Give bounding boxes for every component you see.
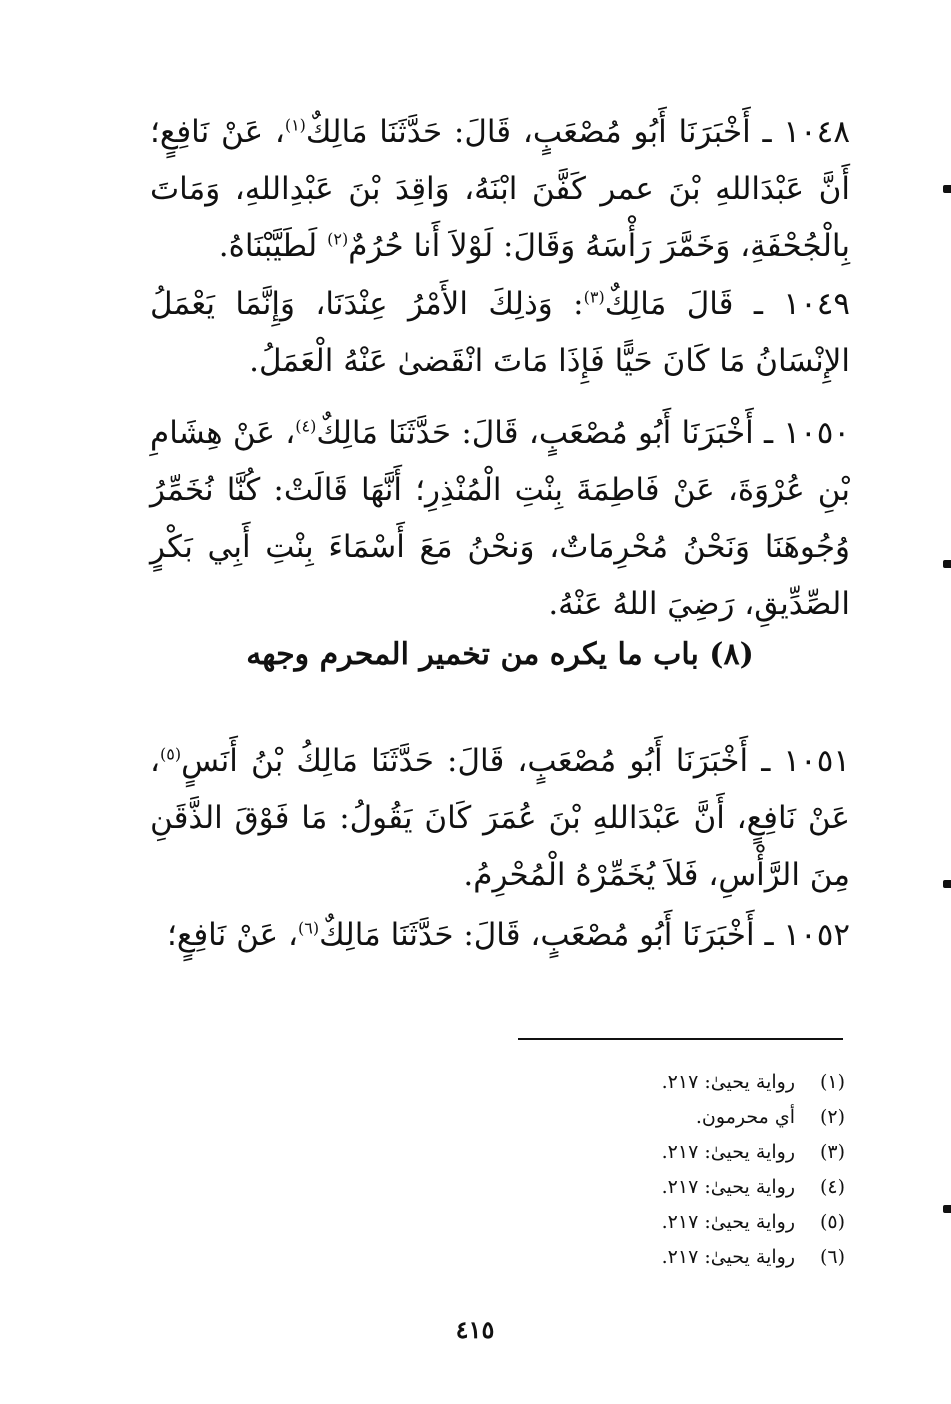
hadith-text: : وَذلِكَ الأَمْرُ عِنْدَنَا، وَإِنَّمَا يَعْمَلُ الإِنْسَانُ مَا كَانَ حَيًّا فَإِذَا مَاتَ انْقَضىٰ عَنْهُ الْعَمَلُ. [150, 286, 850, 379]
hadith-1051 [150, 733, 850, 904]
footnote-reference: (٢) [327, 229, 349, 249]
hadith-1048 [150, 104, 850, 275]
footnote-reference: (٣) [583, 287, 605, 307]
footnote-text: رواية يحيىٰ: ٢١٧. [661, 1176, 795, 1198]
footnote-text: رواية يحيىٰ: ٢١٧. [661, 1071, 795, 1093]
footnote-number: (٥) [819, 1211, 845, 1233]
hadith-1050 [150, 405, 850, 633]
hadith-text: ، عَنْ نَافِعٍ؛ أَنَّ عَبْدَاللهِ بْنَ عمر كَفَّنَ ابْنَهُ، وَاقِدَ بْنَ عَبْدِاللهِ، وَمَاتَ بِالْجُحْفَةِ، وَخَمَّرَ رَأْسَهُ وَقَالَ: لَوْلاَ أَنا حُرُمٌ [150, 114, 850, 264]
footnotes-list [470, 1065, 845, 1275]
scan-edge-mark [943, 1205, 951, 1213]
hadith-number: ١٠٥١ ـ [761, 743, 851, 779]
footnote-item [470, 1065, 845, 1100]
footnote-text: رواية يحيىٰ: ٢١٧. [661, 1211, 795, 1233]
hadith-number: ١٠٥٢ ـ [764, 917, 850, 953]
hadith-text: أَخْبَرَنَا أَبُو مُصْعَبٍ، قَالَ: حَدَّثَنَا مَالِكٌ [316, 415, 754, 451]
footnote-text: رواية يحيىٰ: ٢١٧. [661, 1246, 795, 1268]
footnote-text: أي محرمون. [695, 1106, 795, 1128]
hadith-text: قَالَ مَالِكٌ [604, 286, 734, 322]
footnote-item [470, 1170, 845, 1205]
chapter-title: (٨) باب ما يكره من تخمير المحرم وجهه [246, 637, 754, 672]
scan-edge-mark [943, 560, 951, 568]
hadith-text: ، عَنْ نَافِعٍ؛ [166, 917, 299, 953]
footnote-reference: (٥) [160, 744, 182, 764]
hadith-text: لَطَيَّبْنَاهُ. [218, 228, 328, 264]
hadith-number: ١٠٤٩ ـ [753, 286, 851, 322]
hadith-number: ١٠٤٨ ـ [762, 114, 850, 150]
hadith-text: ، عَنْ هِشَامِ بْنِ عُرْوَةَ، عَنْ فَاطِمَةَ بِنْتِ الْمُنْذِرِ؛ أَنَّهَا قَالَتْ: كُنَّا نُخَمِّرُ وُجُوهَنَا وَنَحْنُ مُحْرِمَاتٌ، وَنحْنُ مَعَ أَسْمَاءَ بِنْتِ أَبِي بَكْرٍ الصِّدِّيقِ، رَضِيَ اللهُ عَنْهُ. [150, 415, 850, 622]
hadith-text: أَخْبَرَنَا أَبُو مُصْعَبٍ، قَالَ: حَدَّثَنَا مَالِكٌ [319, 917, 755, 953]
hadith-text: أَخْبَرَنَا أَبُو مُصْعَبٍ، قَالَ: حَدَّثَنَا مَالِكٌ [305, 114, 751, 150]
hadith-text: أَخْبَرَنَا أَبُو مُصْعَبٍ، قَالَ: حَدَّثَنَا مَالِكُ بْنُ أَنَسٍ [181, 743, 749, 779]
footnote-reference: (٦) [298, 918, 320, 938]
footnote-number: (٣) [819, 1141, 845, 1163]
scan-edge-mark [943, 185, 951, 193]
hadith-1052 [150, 907, 850, 964]
footnote-item [470, 1205, 845, 1240]
hadith-1049 [150, 276, 850, 390]
hadith-number: ١٠٥٠ ـ [764, 415, 850, 451]
footnote-reference: (٤) [295, 416, 317, 436]
footnote-number: (١) [819, 1071, 845, 1093]
footnote-number: (٦) [819, 1246, 845, 1268]
footnote-number: (٢) [819, 1106, 845, 1128]
footnote-item [470, 1100, 845, 1135]
footnote-text: رواية يحيىٰ: ٢١٧. [661, 1141, 795, 1163]
footnote-reference: (١) [284, 115, 306, 135]
footnote-item [470, 1240, 845, 1275]
page-number: ٤١٥ [455, 1315, 495, 1344]
scan-edge-mark [943, 880, 951, 888]
footnote-number: (٤) [819, 1176, 845, 1198]
footnote-item [470, 1135, 845, 1170]
hadith-text: ، عَنْ نَافِعٍ، أَنَّ عَبْدَاللهِ بْنَ عُمَرَ كَانَ يَقُولُ: مَا فَوْقَ الذَّقَنِ مِنَ الرَّأْسِ، فَلاَ يُخَمِّرْهُ الْمُحْرِمُ. [150, 743, 850, 893]
footnote-divider [518, 1038, 843, 1040]
